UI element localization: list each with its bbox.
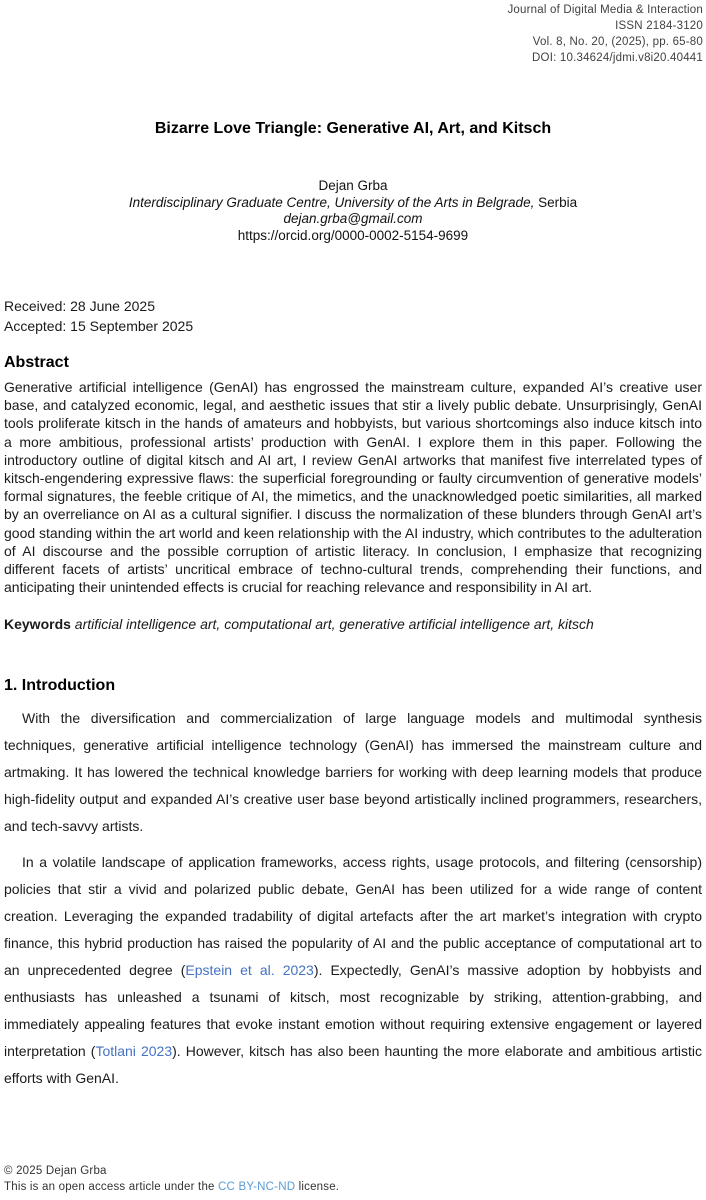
author-affiliation-country: Serbia	[534, 194, 578, 210]
author-affiliation	[0, 195, 706, 212]
journal-name: Journal of Digital Media & Interaction	[507, 4, 703, 16]
author-affiliation-institution: Interdisciplinary Graduate Centre, University of the Arts in Belgrade,	[128, 194, 535, 210]
introduction-paragraph-1: With the diversification and commercialization of large language models and multimodal synthesis techniques, generative artificial intelligence technology (GenAI) has immersed the mainstream culture and artmaking. It has lowered the technical knowledge barriers for working with deep learning models that produce high-fidelity output and expanded AI’s creative user base beyond artistically inclined programmers, researchers, and tech-savvy artists.	[4, 710, 702, 835]
abstract-heading: Abstract	[4, 354, 69, 371]
license-text-post: license.	[295, 1181, 340, 1193]
author-block	[0, 178, 706, 244]
dates-block	[0, 296, 706, 336]
abstract-text: Generative artificial intelligence (GenAI) has engrossed the mainstream culture, expanded AI’s creative user base, and catalyzed economic, legal, and aesthetic issues that stir a lively public debate. Unsurprisingly, GenAI tools proliferate kitsch in the hands of amateurs and hobbyists, but various shortcomings also induce kitsch into a more ambitious, professional artists’ production with GenAI. I explore them in this paper. Following the introductory outline of digital kitsch and AI art, I review GenAI artworks that manifest five interrelated types of kitsch-engendering expressive flaws: the superficial foregrounding or faulty circumvention of generative models’ formal signatures, the feeble critique of AI, the mimetics, and the unacknowledged poetic similarities, all marked by an overreliance on AI as a cultural signifier. I discuss the normalization of these blunders through GenAI art’s good standing within the art world and keen relationship with the AI industry, which contributes to the adulteration of AI discourse and the possible corruption of artistic literacy. In conclusion, I emphasize that recognizing different facets of artists’ uncritical embrace of techno-cultural trends, comprehending their functions, and anticipating their unintended effects is crucial for reaching relevance and responsibility in AI art.	[4, 379, 702, 596]
paragraph-text: ). Expectedly, GenAI’s massive adoption by hobbyists and enthusiasts has unleashed a tsunami of kitsch, most recognizable by striking, attention-grabbing, and immediately appealing features that evoke instant emotion without requiring extensive engagement or layered interpretation (	[4, 962, 702, 1060]
paragraph-text: ). However, kitsch has also been haunting the more elaborate and ambitious artistic efforts with GenAI.	[4, 1043, 702, 1087]
received-date: Received: 28 June 2025	[4, 298, 155, 314]
paragraph-text: In a volatile landscape of application frameworks, access rights, usage protocols, and filtering (censorship) policies that stir a vivid and polarized public debate, GenAI has been utilized for a wide range of content creation. Leveraging the expanded tradability of digital artefacts after the art market’s integration with crypto finance, this hybrid production has raised the popularity of AI and the public acceptance of computational art to an unprecedented degree (	[4, 854, 702, 979]
citation-link-totlani[interactable]: Totlani 2023	[95, 1043, 173, 1060]
journal-issn: ISSN 2184-3120	[615, 20, 703, 32]
journal-doi: DOI: 10.34624/jdmi.v8i20.40441	[532, 52, 703, 64]
introduction-paragraph-2	[0, 849, 706, 1092]
accepted-date: Accepted: 15 September 2025	[4, 318, 194, 334]
license-link[interactable]: CC BY-NC-ND	[218, 1181, 296, 1193]
keywords-label: Keywords	[4, 616, 71, 633]
introduction-heading: 1. Introduction	[4, 677, 116, 695]
author-name: Dejan Grba	[318, 178, 388, 193]
journal-header	[0, 0, 706, 66]
keywords-list: artificial intelligence art, computational art, generative artificial intelligence art, kitsch	[70, 616, 594, 633]
license-text-pre: This is an open access article under the	[4, 1181, 219, 1193]
page-footer	[4, 1163, 702, 1195]
keywords-line	[0, 615, 706, 633]
author-email: dejan.grba@gmail.com	[283, 211, 423, 226]
license-line	[4, 1179, 702, 1195]
author-orcid-link[interactable]: https://orcid.org/0000-0002-5154-9699	[237, 227, 469, 243]
journal-volume-pages: Vol. 8, No. 20, (2025), pp. 65-80	[532, 36, 703, 48]
citation-link-epstein[interactable]: Epstein et al. 2023	[185, 962, 314, 979]
paper-title: Bizarre Love Triangle: Generative AI, Art, and Kitsch	[154, 120, 552, 137]
copyright-line: © 2025 Dejan Grba	[4, 1165, 107, 1177]
